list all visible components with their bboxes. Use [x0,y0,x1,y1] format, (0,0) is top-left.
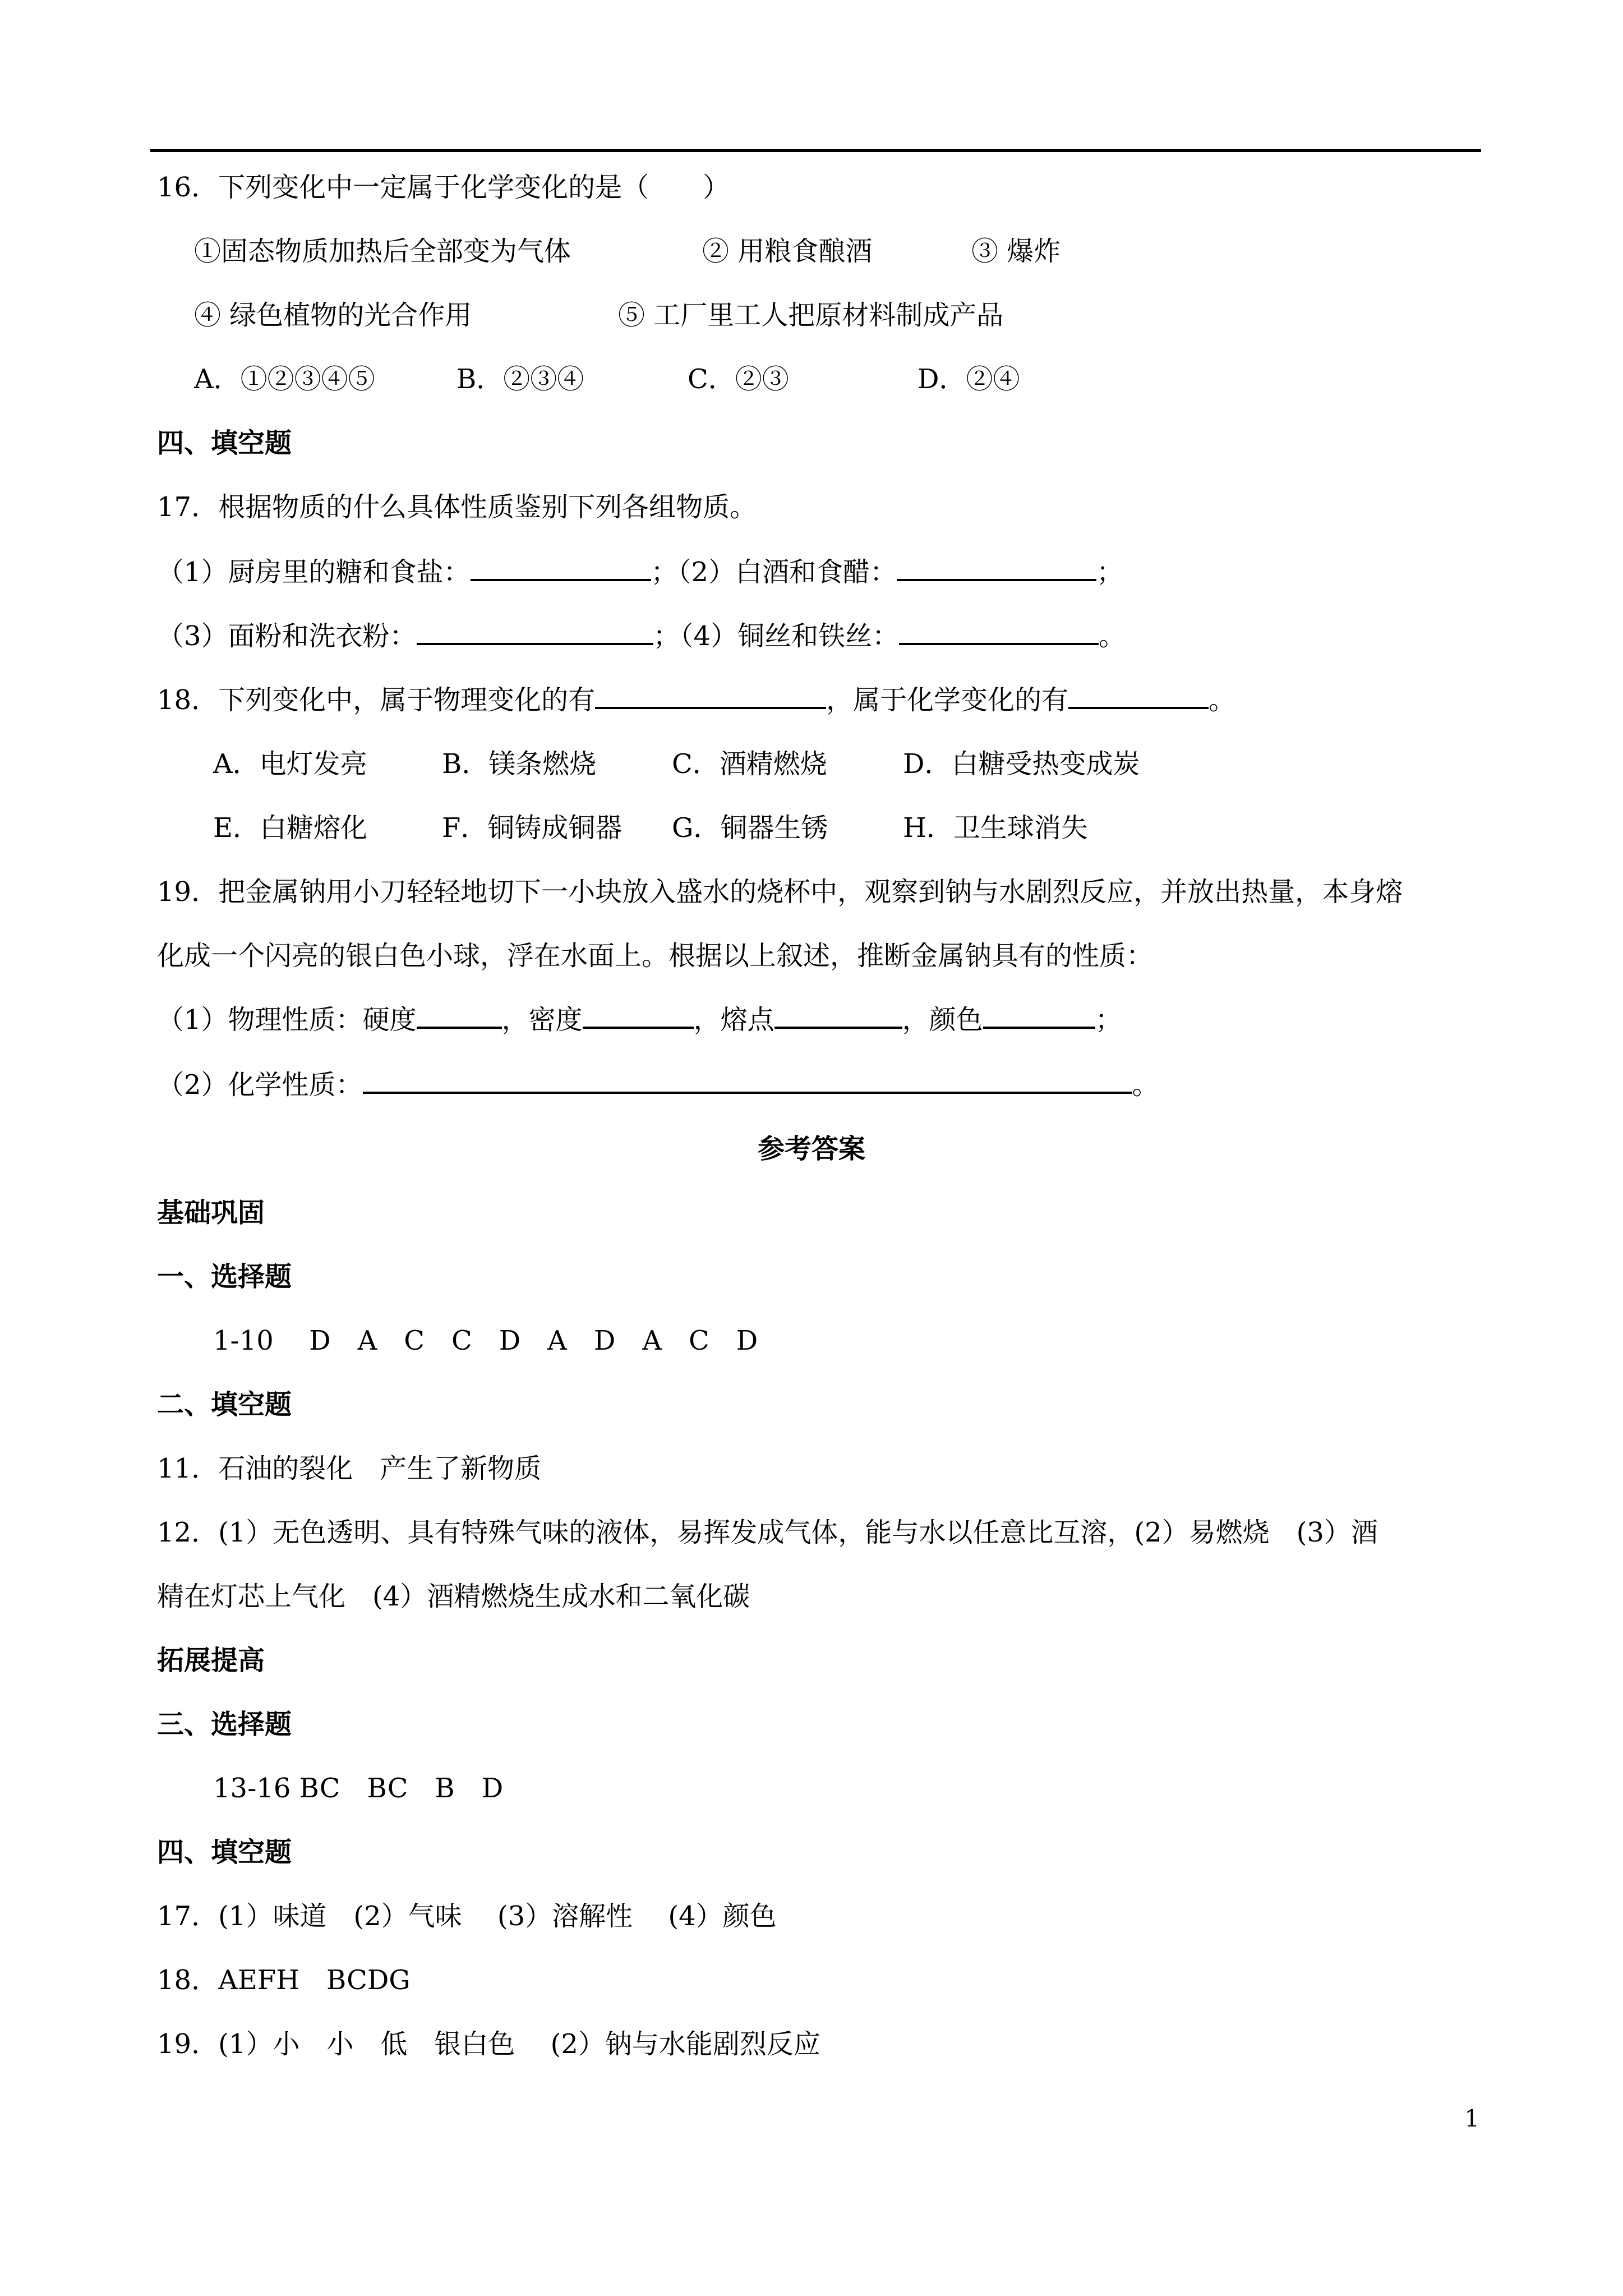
q19-chemical-properties [157,1067,1159,1103]
q18-blank-chemical [1068,684,1209,709]
q16-option-d: D．②④ [917,364,1020,395]
answer-19: 19．(1）小 小 低 银白色 (2）钠与水能剧烈反应 [157,2028,820,2060]
q19-period: 。 [1132,1069,1159,1101]
answers-section-2: 二、填空题 [157,1389,292,1420]
q18-option-a: A．电灯发亮 [213,748,367,780]
answer-17: 17．(1）味道 (2）气味 (3）溶解性 (4）颜色 [157,1901,777,1932]
q17-line-1 [157,554,1123,590]
q18-stem-part-b: ，属于化学变化的有 [826,684,1069,716]
q16-stem: 16．下列变化中一定属于化学变化的是（ ） [157,172,730,203]
q16-option-b: B．②③④ [457,364,584,395]
answers-title: 参考答案 [757,1133,865,1165]
q17-part-1-label: （1）厨房里的糖和食盐： [157,556,471,588]
q19-physical-properties [157,1002,1122,1038]
q18-blank-physical [595,684,826,709]
answers-basic-heading: 基础巩固 [157,1197,265,1228]
q17-part-3-label: （3）面粉和洗衣粉： [157,620,417,652]
q18-option-c: C．酒精燃烧 [672,748,827,780]
answer-12-line-2: 精在灯芯上气化 (4）酒精燃烧生成水和二氧化碳 [157,1581,750,1612]
q17-part-2-label: ；（2）白酒和食醋： [651,556,897,588]
q19-blank-melting [774,1004,902,1029]
q18-option-b: B．镁条燃烧 [442,748,597,780]
q18-option-e: E．白糖熔化 [213,812,368,844]
q18-stem-part-a: 18．下列变化中，属于物理变化的有 [157,684,596,716]
q18-stem-part-c: 。 [1209,684,1236,716]
answer-18: 18．AEFH BCDG [157,1964,411,1996]
q19-line-2: 化成一个闪亮的银白色小球，浮在水面上。根据以上叙述，推断金属钠具有的性质： [157,940,1154,972]
q19-melting-label: ，熔点 [693,1004,774,1036]
q16-item-3: ③ 爆炸 [971,236,1061,267]
q18-option-d: D．白糖受热变成炭 [903,748,1140,780]
q19-chemical-label: （2）化学性质： [157,1069,363,1101]
header-rule [150,149,1481,152]
page-number: 1 [1464,2105,1479,2132]
q19-semicolon: ； [1095,1004,1122,1036]
q17-blank-1 [471,556,651,581]
q17-stem: 17．根据物质的什么具体性质鉴别下列各组物质。 [157,491,757,523]
answer-12-line-1: 12．(1）无色透明、具有特殊气味的液体，易挥发成气体，能与水以任意比互溶，(2）易燃烧 (3）酒 [157,1517,1378,1548]
answers-section-4: 四、填空题 [157,1837,292,1868]
q16-item-5: ⑤ 工厂里工人把原材料制成产品 [618,300,1004,331]
q19-blank-color [983,1004,1095,1029]
q16-option-c: C．②③ [688,364,789,395]
q18-option-g: G．铜器生锈 [672,812,828,844]
q19-color-label: ，颜色 [902,1004,983,1036]
q16-item-2: ② 用粮食酿酒 [702,236,873,267]
q17-period: 。 [1099,620,1126,652]
q17-part-4-label: ；（4）铜丝和铁丝： [653,620,900,652]
section-title-fill-blank: 四、填空题 [157,427,292,459]
q18-option-h: H．卫生球消失 [903,812,1088,844]
answers-section-1: 一、选择题 [157,1261,292,1292]
q19-blank-hardness [417,1004,502,1029]
answers-13-16: 13-16 BC BC B D [213,1773,504,1804]
q17-blank-3 [417,620,653,645]
answer-11: 11．石油的裂化 产生了新物质 [157,1453,542,1484]
q16-item-1: ①固态物质加热后全部变为气体 [194,236,571,267]
q19-blank-chemical [363,1069,1132,1094]
q18-option-f: F．铜铸成铜器 [442,812,623,844]
answers-1-10: 1-10 D A C C D A D A C D [213,1325,758,1356]
q17-line-2 [157,618,1126,654]
q18-stem [157,682,1235,718]
answers-section-3: 三、选择题 [157,1709,292,1740]
q17-blank-4 [899,620,1099,645]
q17-blank-2 [897,556,1096,581]
q19-density-label: ，密度 [501,1004,583,1036]
q17-semicolon: ； [1096,556,1124,588]
q16-option-a: A．①②③④⑤ [194,364,375,395]
answers-extended-heading: 拓展提高 [157,1645,265,1676]
q16-item-4: ④ 绿色植物的光合作用 [194,300,472,331]
q19-line-1: 19．把金属钠用小刀轻轻地切下一小块放入盛水的烧杯中，观察到钠与水剧烈反应，并放出热量，本身熔 [157,876,1403,908]
q19-hardness-label: （1）物理性质：硬度 [157,1004,417,1036]
q19-blank-density [583,1004,694,1029]
